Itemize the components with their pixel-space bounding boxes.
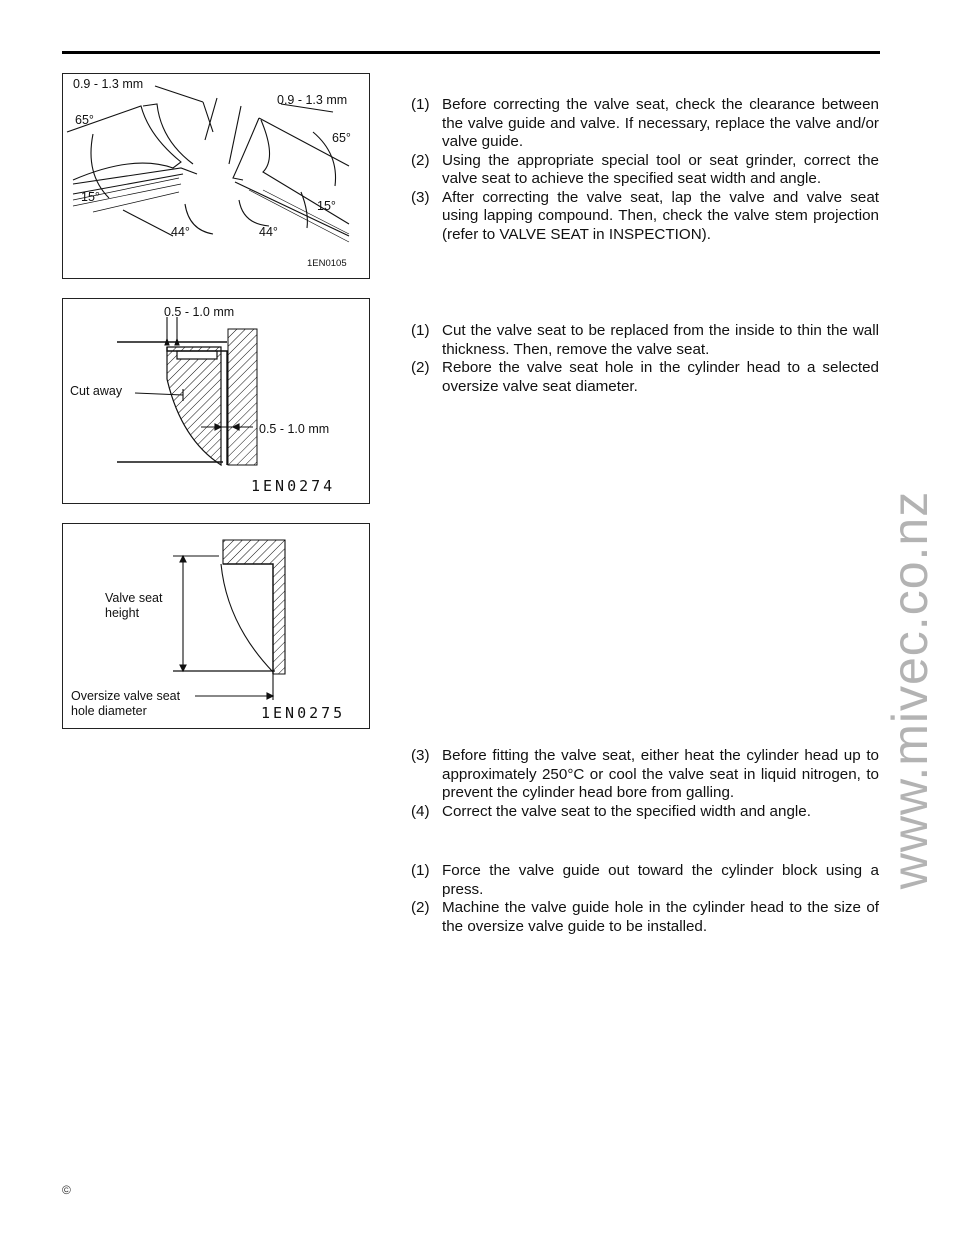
valve-seat-removal-drawing	[63, 299, 369, 503]
valve-guide-replacement-steps	[411, 862, 879, 936]
angle-15-label-left: 15°	[81, 190, 100, 204]
watermark: www.mivec.co.nz	[882, 490, 938, 890]
hole-diameter-label-line1: Oversize valve seat	[71, 689, 181, 703]
valve-seat-fitting-steps	[411, 747, 879, 821]
angle-15-label-right: 15°	[317, 199, 336, 213]
dim-side-label: 0.5 - 1.0 mm	[259, 422, 330, 436]
valve-seat-replacement-steps	[411, 322, 879, 396]
hole-diameter-label-line2: hole diameter	[71, 704, 147, 718]
list-item: (1) Before correcting the valve seat, check the clearance between the valve guide and valve. If necessary, replace the valve and/or valve guide.	[411, 96, 879, 150]
figure-code: 1EN0274	[251, 477, 336, 495]
copyright-mark: ©	[62, 1183, 71, 1197]
angle-44-label-left: 44°	[171, 225, 190, 239]
list-item: (4) Correct the valve seat to the specified width and angle.	[411, 802, 811, 820]
list-item: (1) Cut the valve seat to be replaced from the inside to thin the wall thickness. Then, remove the valve seat.	[411, 322, 879, 358]
angle-65-label-left: 65°	[75, 113, 94, 127]
seat-height-label-line2: height	[105, 606, 140, 620]
top-rule	[62, 51, 880, 54]
dim-top-label: 0.5 - 1.0 mm	[164, 305, 235, 319]
figure-code: 1EN0275	[261, 704, 346, 722]
figure-code: 1EN0105	[307, 258, 347, 269]
figure-valve-seat-angles	[62, 73, 370, 279]
seat-height-label-line1: Valve seat	[105, 591, 163, 605]
cut-away-label: Cut away	[70, 384, 123, 398]
list-item: (3) Before fitting the valve seat, either heat the cylinder head up to approximately 250°C or cool the valve seat in liquid nitrogen, to prevent the cylinder head bore from galling.	[411, 747, 879, 801]
figure-valve-seat-removal	[62, 298, 370, 504]
list-item: (3) After correcting the valve seat, lap the valve and valve seat using lapping compound. Then, check the valve stem projection (refer to VALVE SEAT in INSPECTION).	[411, 188, 879, 243]
list-item: (2) Rebore the valve seat hole in the cylinder head to a selected oversize valve seat diameter.	[411, 359, 879, 395]
list-item: (2) Using the appropriate special tool or seat grinder, correct the valve seat to achieve the specified seat width and angle.	[411, 151, 879, 187]
seat-width-label-right: 0.9 - 1.3 mm	[277, 93, 348, 107]
angle-65-label-right: 65°	[332, 131, 351, 145]
list-item: (1) Force the valve guide out toward the cylinder block using a press.	[411, 862, 879, 898]
valve-seat-correction-steps	[411, 96, 879, 244]
angle-44-label-right: 44°	[259, 225, 278, 239]
list-item: (2) Machine the valve guide hole in the cylinder head to the size of the oversize valve guide to be installed.	[411, 899, 879, 935]
seat-width-label-left: 0.9 - 1.3 mm	[73, 77, 144, 91]
figure-oversize-seat-hole	[62, 523, 370, 729]
